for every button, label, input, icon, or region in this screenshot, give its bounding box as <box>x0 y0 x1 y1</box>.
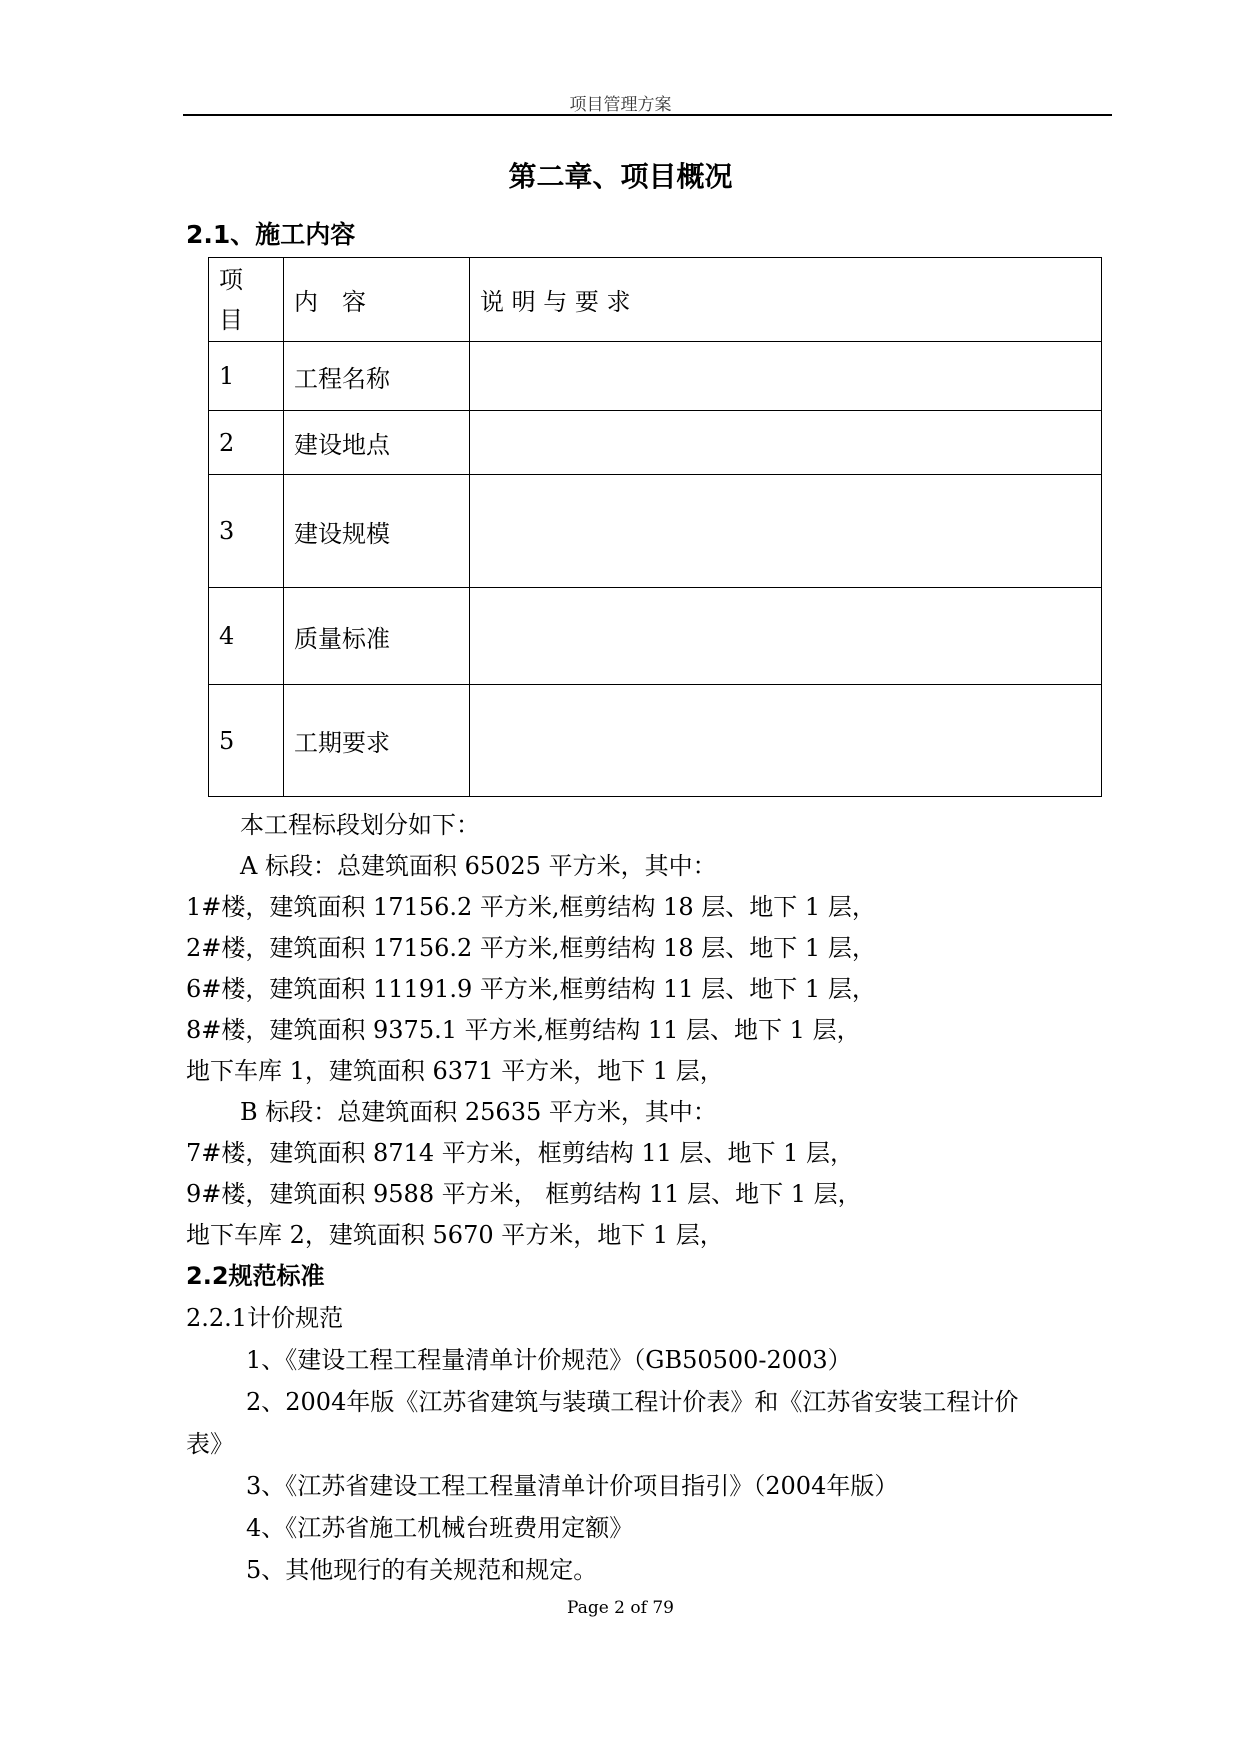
paragraph-intro: 本工程标段划分如下： <box>240 811 480 839</box>
row-number: 2 <box>209 411 284 475</box>
chapter-title: 第二章、项目概况 <box>508 160 733 193</box>
section-title-construction-content: 2.1、施工内容 <box>186 220 356 249</box>
text-line: 7#楼，建筑面积 8714 平方米，框剪结构 11 层、地下 1 层， <box>186 1139 855 1167</box>
row-description <box>470 411 1102 475</box>
text-line: 8#楼，建筑面积 9375.1 平方米,框剪结构 11 层、地下 1 层， <box>186 1016 861 1044</box>
table-header-row <box>209 258 1102 342</box>
subsection-title-pricing: 2.2.1计价规范 <box>186 1304 344 1332</box>
paragraph-section-a: A 标段：总建筑面积 65025 平方米，其中： <box>240 852 717 880</box>
row-description <box>470 342 1102 411</box>
list-item: 5、其他现行的有关规范和规定。 <box>246 1556 598 1584</box>
row-description <box>470 685 1102 797</box>
row-number: 5 <box>209 685 284 797</box>
list-item: 4、《江苏省施工机械台班费用定额》 <box>246 1514 634 1542</box>
table-row <box>209 475 1102 588</box>
text-line: 2#楼，建筑面积 17156.2 平方米,框剪结构 18 层、地下 1 层， <box>186 934 876 962</box>
text-line: 地下车库 1，建筑面积 6371 平方米，地下 1 层， <box>186 1057 724 1085</box>
row-content: 建设规模 <box>284 475 470 588</box>
text-line: 6#楼，建筑面积 11191.9 平方米,框剪结构 11 层、地下 1 层， <box>186 975 876 1003</box>
table-row <box>209 588 1102 685</box>
page-number: Page 2 of 79 <box>567 1598 674 1618</box>
paragraph-section-b: B 标段：总建筑面积 25635 平方米，其中： <box>240 1098 717 1126</box>
row-content: 工程名称 <box>284 342 470 411</box>
row-number: 3 <box>209 475 284 588</box>
list-item: 2、2004年版《江苏省建筑与装璜工程计价表》和《江苏省安装工程计价 <box>246 1388 1019 1416</box>
section-title-standards: 2.2规范标准 <box>186 1262 325 1290</box>
row-content: 质量标准 <box>284 588 470 685</box>
header-cell-description: 说 明 与 要 求 <box>470 258 1102 342</box>
list-item-continuation: 表》 <box>186 1430 234 1458</box>
list-item: 3、《江苏省建设工程工程量清单计价项目指引》（2004年版） <box>246 1472 899 1500</box>
header-rule <box>183 114 1112 116</box>
table-row <box>209 685 1102 797</box>
text-line: 地下车库 2，建筑面积 5670 平方米，地下 1 层， <box>186 1221 724 1249</box>
text-line: 9#楼，建筑面积 9588 平方米， 框剪结构 11 层、地下 1 层， <box>186 1180 862 1208</box>
table-row <box>209 411 1102 475</box>
list-item: 1、《建设工程工程量清单计价规范》（GB50500-2003） <box>246 1346 852 1374</box>
header-cell-content: 内 容 <box>284 258 470 342</box>
row-number: 4 <box>209 588 284 685</box>
page-header-title: 项目管理方案 <box>569 95 672 115</box>
row-description <box>470 475 1102 588</box>
header-cell-item: 项 目 <box>209 258 284 342</box>
row-content: 工期要求 <box>284 685 470 797</box>
project-overview-table <box>208 257 1102 797</box>
row-content: 建设地点 <box>284 411 470 475</box>
text-line: 1#楼，建筑面积 17156.2 平方米,框剪结构 18 层、地下 1 层， <box>186 893 876 921</box>
row-number: 1 <box>209 342 284 411</box>
table-row <box>209 342 1102 411</box>
row-description <box>470 588 1102 685</box>
